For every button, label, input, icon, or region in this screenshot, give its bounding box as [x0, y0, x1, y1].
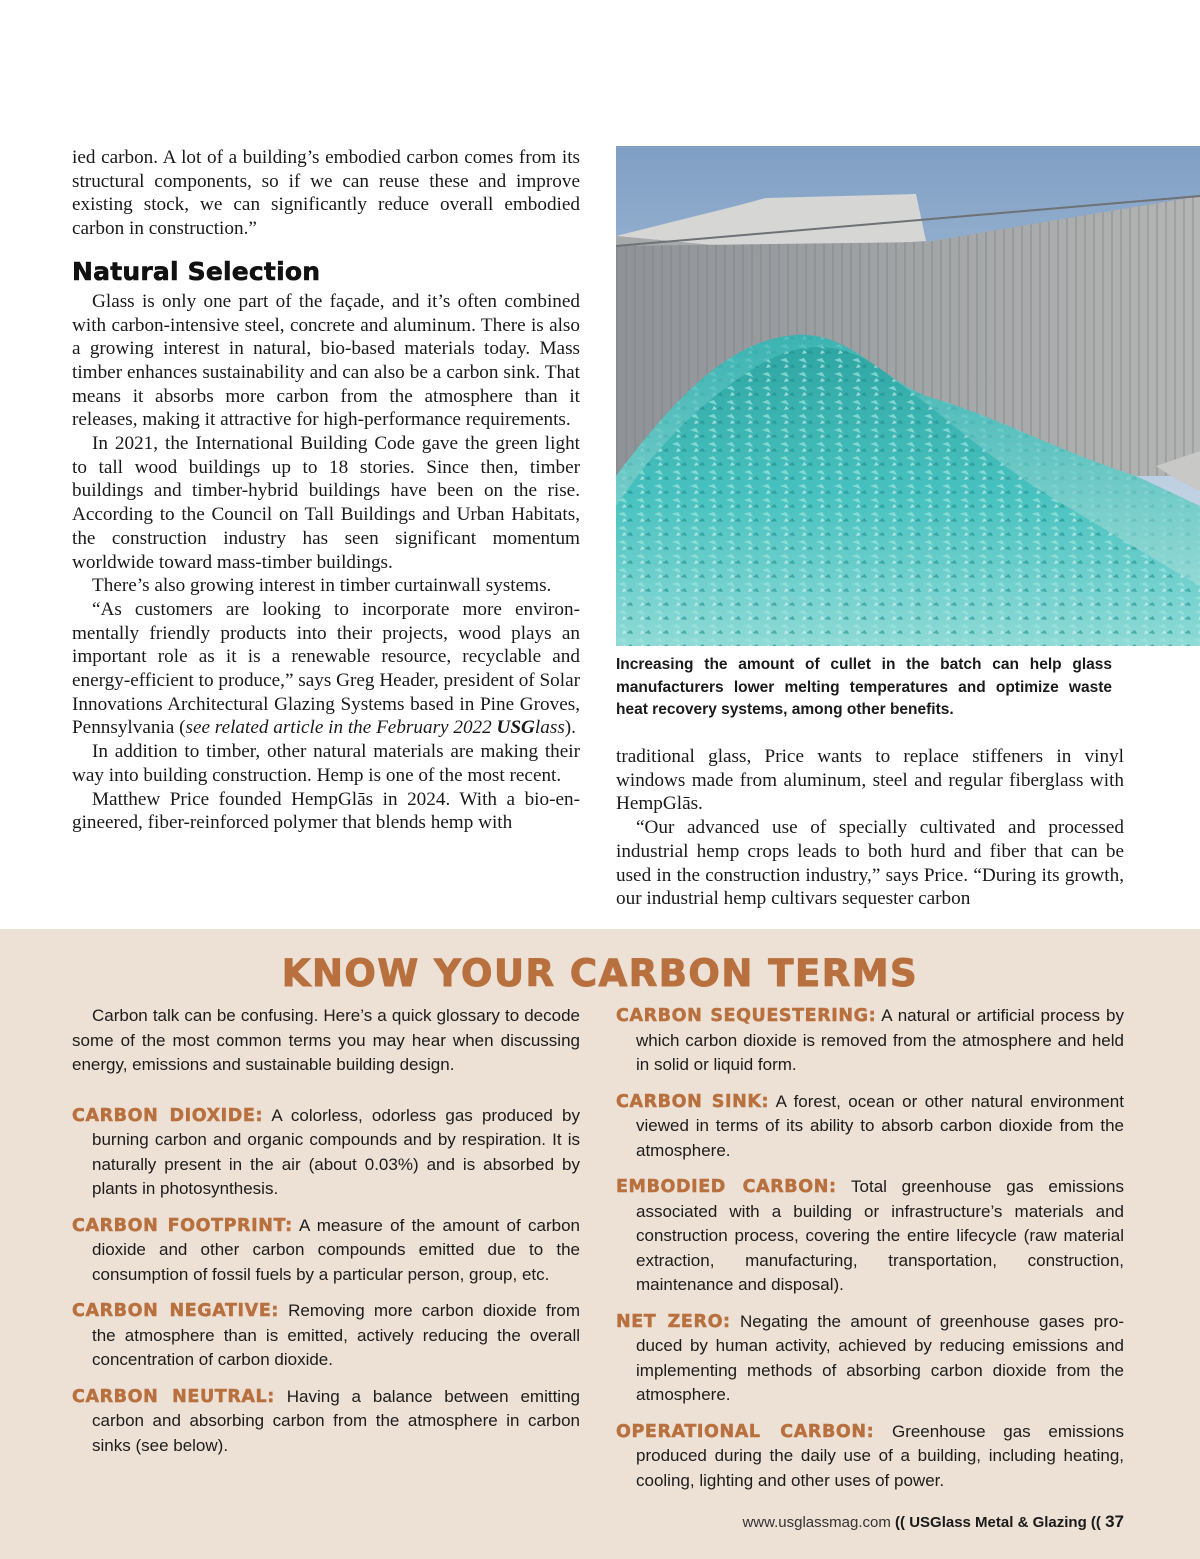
footer-url[interactable]: www.usglassmag.com [742, 1514, 891, 1531]
paragraph-quote: “Our advanced use of specially cultivated and processed industrial hemp crops leads to both hurd and fiber that can be used in the construction industry,” says Price. “During its growth, our industrial hemp cultivars sequester carbon [616, 817, 1124, 910]
page-number: 37 [1105, 1512, 1124, 1531]
footer-separator: (( [1090, 1514, 1101, 1531]
term-name: CARBON SEQUESTERING: [616, 1006, 877, 1026]
glossary-term [72, 1214, 580, 1288]
term-name: OPERATIONAL CARBON: [616, 1421, 875, 1442]
term-name: EMBODIED CARBON: [616, 1177, 837, 1197]
photo-caption: Increasing the amount of cullet in the batch can help glass manufacturers lower melting temperatures and optimize waste heat recovery systems, among other benefits. [616, 656, 1112, 718]
footer-separator: (( [895, 1514, 906, 1531]
term-name: CARBON DIOXIDE: [72, 1105, 264, 1126]
glossary-term [616, 1175, 1124, 1298]
term-definition: Having a balance between emitting carbon and absorbing carbon from the atmosphere in carbon sinks (see below). [92, 1386, 580, 1455]
term-definition: Negating the amount of greenhouse gases produced by human activity, achieved by reducing emissions and implementing methods of absorbing carbon dioxide from the atmosphere. [636, 1311, 1124, 1404]
glossary-term [616, 1004, 1124, 1078]
glossary-term [616, 1310, 1124, 1408]
paragraph: In 2021, the International Building Code gave the green light to tall wood buildings up to 18 stories. Since then, timber buildings and timber-hybrid buildings have been on the rise. According to the Council on Tall Buildings and Urban Habitats, the construction industry has seen significant momentum worldwide toward mass-timber buildings. [72, 433, 580, 573]
brand-name-rest: lass [534, 717, 565, 739]
glossary-term [72, 1299, 580, 1373]
glossary-term [72, 1104, 580, 1202]
term-definition: A natural or artificial process by which carbon dioxide is removed from the atmosphere and held in solid or liquid form. [636, 1006, 1124, 1074]
term-definition: Greenhouse gas emissions produced during the daily use of a building, including heating, cooling, lighting and other uses of power. [636, 1421, 1124, 1490]
paragraph: Matthew Price founded HempGlās in 2024. With a bio-engineered, fiber-reinforced polymer that blends hemp with [72, 788, 580, 834]
glossary-term [616, 1090, 1124, 1164]
glossary-term [72, 1385, 580, 1459]
paragraph-quote: “As customers are looking to incorporate more environmentally friendly products into their projects, wood plays an important role as it is a renewable resource, recyclable and energy-efficient to produce,” says Greg Header, president of Solar Innovations Architectural Glazing Systems based in Pine Groves, Pennsylvania (see related article in the February 2022 USGlass). [72, 598, 580, 739]
cullet-pile-photo [616, 146, 1200, 646]
term-definition: A colorless, odorless gas produced by burning carbon and organic compounds and by respiration. It is naturally present in the air (about 0.03%) and is absorbed by plants in photosynthesis. [92, 1105, 580, 1198]
glossary-title: KNOW YOUR CARBON TERMS [281, 952, 919, 995]
term-definition: Total greenhouse gas emissions associated with a building or infrastructure’s materials and construction process, covering the entire lifecycle (raw material extraction, manufacturing, transportation, construction, maintenance and disposal). [636, 1177, 1124, 1294]
paragraph: There’s also growing interest in timber curtainwall systems. [92, 575, 552, 597]
paragraph: Glass is only one part of the façade, and it’s often combined with carbon-intensive steel, concrete and aluminum. There is also a growing interest in natural, bio-based materials today. Mass timber enhances sustainability and can also be a carbon sink. That means it absorbs more carbon from the atmosphere than it releases, making it attractive for high-performance requirements. [72, 290, 580, 431]
quote-text: “As customers are looking to incorporate more environmentally friendly products into their projects, wood plays an important role as it is a renewable resource, recyclable and energy-efficient to produce,” says Greg Header, president of Solar Innovations Architectural Glazing Systems based in Pine Groves, Pennsylvania ( [72, 598, 580, 739]
term-name: CARBON NEGATIVE: [72, 1301, 279, 1321]
term-definition: A forest, ocean or other natural environment viewed in terms of its ability to absorb carbon dioxide from the atmosphere. [636, 1091, 1124, 1160]
article-left-column [72, 146, 580, 835]
paragraph-continued: ied carbon. A lot of a building’s embodied carbon comes from its structural components, so if we can reuse these and improve existing stock, we can significantly reduce overall embodied carbon in construction.” [72, 147, 580, 240]
brand-name-bold: USG [496, 717, 535, 739]
glossary-intro: Carbon talk can be confusing. Here’s a quick glossary to decode some of the most common terms you may hear when discussing energy, emissions and sustainable building design. [72, 1006, 580, 1074]
paragraph: In addition to timber, other natural materials are making their way into building construction. Hemp is one of the most recent. [72, 741, 580, 786]
term-definition: A measure of the amount of carbon dioxide and other carbon compounds emitted due to the consumption of fossil fuels by a particular person, group, etc. [92, 1215, 580, 1284]
term-name: CARBON NEUTRAL: [72, 1386, 275, 1407]
term-name: CARBON FOOTPRINT: [72, 1215, 293, 1236]
glossary-left-column [72, 1004, 580, 1470]
magazine-name: USGlass Metal & Glazing [909, 1514, 1087, 1531]
term-name: NET ZERO: [616, 1311, 731, 1332]
glossary-term [616, 1420, 1124, 1494]
term-name: CARBON SINK: [616, 1091, 770, 1112]
term-definition: Removing more carbon dioxide from the atmosphere than is emitted, actively reducing the overall concentration of carbon dioxide. [92, 1301, 580, 1369]
cullet-pile-illustration [616, 146, 1200, 646]
paragraph-continued: traditional glass, Price wants to replace stiffeners in vinyl windows made from aluminum, steel and regular fiberglass with HempGlās. [616, 746, 1124, 815]
glossary-right-column [616, 1004, 1124, 1505]
article-right-column [616, 745, 1124, 911]
related-article-reference: see related article in the February 2022 USGlass [185, 717, 565, 739]
page-footer [742, 1512, 1124, 1532]
section-heading: Natural Selection [72, 256, 321, 286]
